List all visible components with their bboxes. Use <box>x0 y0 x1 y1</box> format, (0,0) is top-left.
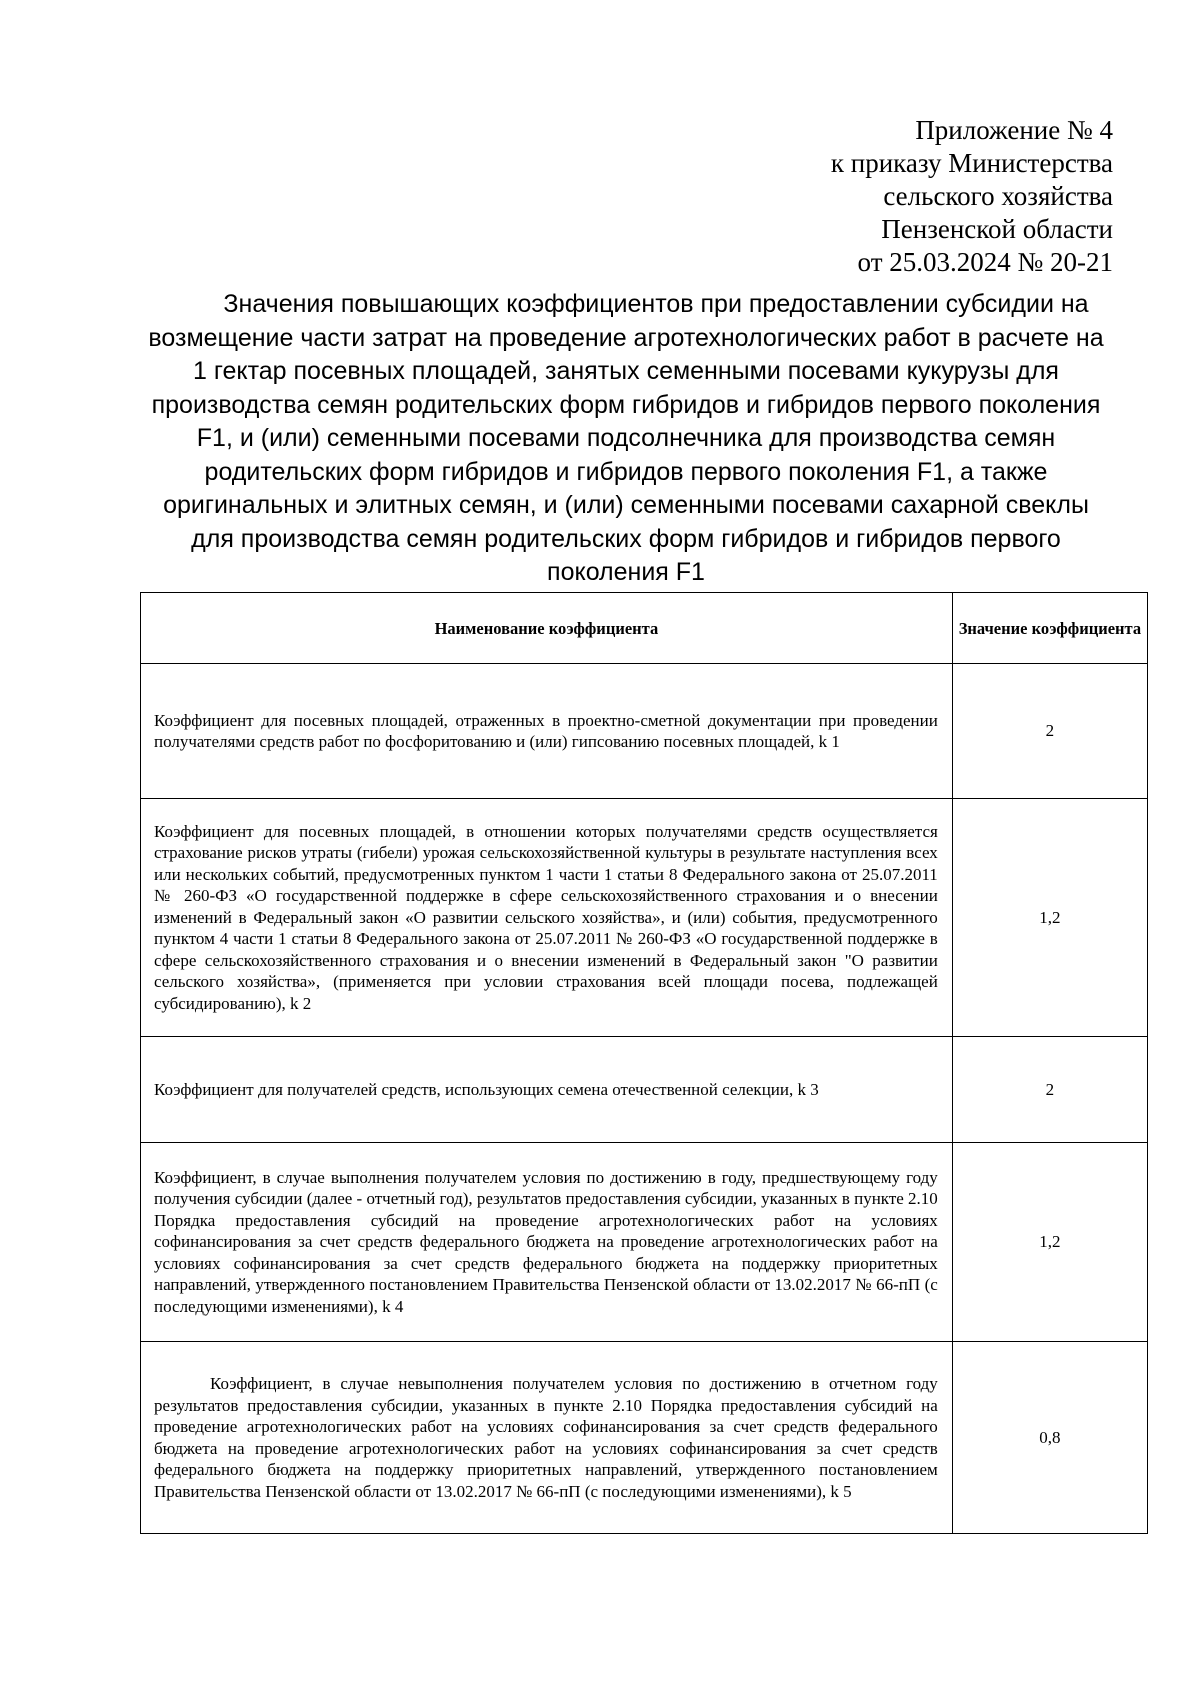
appendix-date-number: от 25.03.2024 № 20-21 <box>857 247 1113 277</box>
document-title <box>140 288 1112 590</box>
coefficients-table <box>140 592 1148 1534</box>
table-row <box>141 664 1148 799</box>
coefficient-name-k2: Коэффициент для посевных площадей, в отношении которых получателями средств осуществляется страхование рисков утраты (гибели) урожая сельскохозяйственной культуры в результате наступления всех или нескольких событий, предусмотренных пунктом 1 части 1 статьи 8 Федерального закона от 25.07.2011 № 260-ФЗ «О государственной поддержке в сфере сельскохозяйственного страхования и о внесении изменений в Федеральный закон «О развитии сельского хозяйства», и (или) события, предусмотренного пунктом 4 части 1 статьи 8 Федерального закона от 25.07.2011 № 260-ФЗ «О государственной поддержке в сфере сельскохозяйственного страхования и о внесении изменений в Федеральный закон "О развитии сельского хозяйства», (применяется при условии страхования всей площади посева, подлежащей субсидированию), k 2 <box>141 799 953 1037</box>
appendix-region: Пензенской области <box>881 214 1113 244</box>
appendix-number: Приложение № 4 <box>915 115 1113 145</box>
document-title-text: Значения повышающих коэффициентов при предоставлении субсидии на возмещение части затрат на проведение агротехнологических работ в расчете на 1 гектар посевных площадей, занятых семенными посевами кукурузы для производства семян родительских форм гибридов и гибридов первого поколения F1, и (или) семенными посевами подсолнечника для производства семян родительских форм гибридов и гибридов первого поколения F1, а также оригинальных и элитных семян, и (или) семенными посевами сахарной свеклы для производства семян родительских форм гибридов и гибридов первого поколения F1 <box>148 290 1104 586</box>
table-header-row <box>141 593 1148 664</box>
table-row <box>141 799 1148 1037</box>
appendix-order-ref: к приказу Министерства <box>830 148 1113 178</box>
coefficient-value-k1: 2 <box>952 664 1147 799</box>
coefficient-value-k4: 1,2 <box>952 1143 1147 1342</box>
coefficient-name-k3: Коэффициент для получателей средств, использующих семена отечественной селекции, k 3 <box>141 1037 953 1143</box>
appendix-ministry: сельского хозяйства <box>883 181 1113 211</box>
table-row <box>141 1037 1148 1143</box>
coefficient-value-k2: 1,2 <box>952 799 1147 1037</box>
appendix-header <box>831 114 1113 279</box>
coefficient-name-k5: Коэффициент, в случае невыполнения получателем условия по достижению в отчетном году результатов предоставления субсидии, указанных в пункте 2.10 Порядка предоставления субсидий на проведение агротехнологических работ на условиях софинансирования за счет средств федерального бюджета на проведение агротехнологических работ на условиях софинансирования за счет средств федерального бюджета на поддержку приоритетных направлений, утвержденного постановлением Правительства Пензенской области от 13.02.2017 № 66-пП (с последующими изменениями), k 5 <box>141 1342 953 1534</box>
coefficient-name-k1: Коэффициент для посевных площадей, отраженных в проектно-сметной документации при проведении получателями средств работ по фосфоритованию и (или) гипсованию посевных площадей, k 1 <box>141 664 953 799</box>
header-coefficient-name: Наименование коэффициента <box>141 593 953 664</box>
coefficient-value-k5: 0,8 <box>952 1342 1147 1534</box>
coefficient-value-k3: 2 <box>952 1037 1147 1143</box>
table-row <box>141 1143 1148 1342</box>
coefficient-name-k4: Коэффициент, в случае выполнения получателем условия по достижению в году, предшествующему году получения субсидии (далее - отчетный год), результатов предоставления субсидии, указанных в пункте 2.10 Порядка предоставления субсидий на проведение агротехнологических работ на условиях софинансирования за счет средств федерального бюджета на проведение агротехнологических работ на условиях софинансирования за счет средств федерального бюджета на поддержку приоритетных направлений, утвержденного постановлением Правительства Пензенской области от 13.02.2017 № 66-пП (с последующими изменениями), k 4 <box>141 1143 953 1342</box>
header-coefficient-value: Значение коэффициента <box>952 593 1147 664</box>
table-row <box>141 1342 1148 1534</box>
